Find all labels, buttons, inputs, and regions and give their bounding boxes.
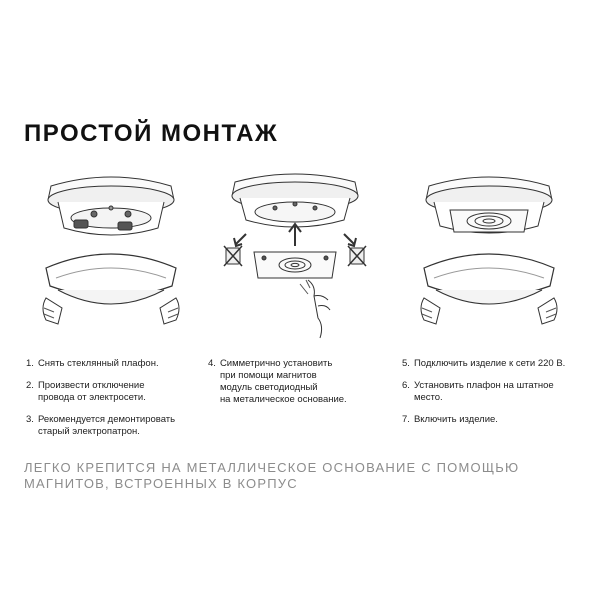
step-text: Рекомендуется демонтировать старый электропатрон. xyxy=(37,414,176,437)
step-item xyxy=(402,414,592,426)
page-title: ПРОСТОЙ МОНТАЖ xyxy=(24,120,279,147)
step-item xyxy=(26,380,202,404)
illustration-step-1 xyxy=(36,168,186,353)
step-text: Включить изделие. xyxy=(413,414,498,425)
lamp-attach-glass-icon xyxy=(414,168,564,348)
step-text: Симметрично установить при помощи магнитов модуль светодиодный на металическое основание. xyxy=(219,358,347,405)
step-text: Снять стеклянный плафон. xyxy=(37,358,159,369)
step-item xyxy=(26,358,202,370)
step-number: 6. xyxy=(402,380,410,391)
instructions-column-1 xyxy=(26,358,202,448)
step-text: Установить плафон на штатное место. xyxy=(413,380,554,403)
step-number: 7. xyxy=(402,414,410,425)
step-number: 2. xyxy=(26,380,34,391)
step-number: 3. xyxy=(26,414,34,425)
lamp-remove-glass-icon xyxy=(36,168,186,348)
lamp-install-magnetic-module-icon xyxy=(220,168,370,348)
instructions-column-2 xyxy=(208,358,388,416)
step-text: Произвести отключение провода от электросети. xyxy=(37,380,146,403)
step-number: 4. xyxy=(208,358,216,369)
illustration-step-3 xyxy=(414,168,564,353)
step-item xyxy=(402,358,592,370)
step-number: 5. xyxy=(402,358,410,369)
step-item xyxy=(26,414,202,438)
instructions-column-3 xyxy=(402,358,592,436)
step-item xyxy=(208,358,388,406)
footer-note: ЛЕГКО КРЕПИТСЯ НА МЕТАЛЛИЧЕСКОЕ ОСНОВАНИЕ С ПОМОЩЬЮ МАГНИТОВ, ВСТРОЕННЫХ В КОРПУС xyxy=(24,460,520,491)
step-item xyxy=(402,380,592,404)
step-number: 1. xyxy=(26,358,34,369)
illustration-step-2 xyxy=(220,168,370,353)
step-text: Подключить изделие к сети 220 В. xyxy=(413,358,566,369)
